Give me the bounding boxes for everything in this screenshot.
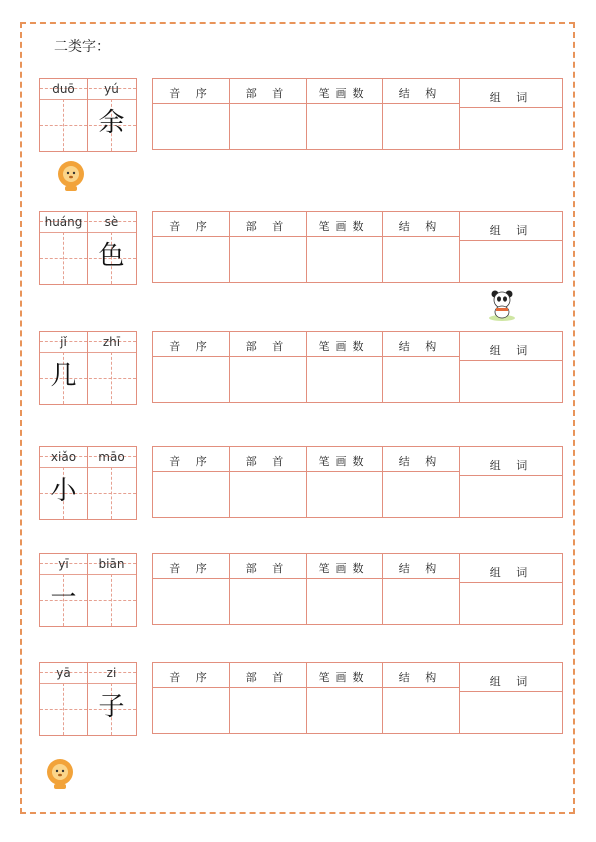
table-header: 笔画数 (318, 220, 370, 233)
table-header: 部 首 (245, 562, 290, 575)
table-header: 音 序 (169, 562, 213, 575)
table-header: 组 词 (489, 91, 534, 104)
pinyin-label: duō (52, 82, 75, 96)
pinyin-label: huáng (44, 215, 83, 229)
writing-grid (39, 211, 137, 285)
pinyin-label: yā (56, 666, 71, 680)
table-header: 组 词 (489, 459, 534, 472)
pinyin-label: xiǎo (50, 450, 77, 464)
hanzi-char: 小 (50, 476, 77, 506)
hanzi-char: 几 (50, 361, 77, 391)
pinyin-label: yú (104, 82, 119, 96)
writing-grid (39, 446, 137, 520)
info-table (152, 662, 563, 734)
table-header: 笔画数 (318, 87, 370, 100)
writing-grid (39, 331, 137, 405)
character-group (0, 331, 596, 406)
table-header: 音 序 (169, 340, 213, 353)
table-header: 组 词 (489, 344, 534, 357)
panda-icon (487, 288, 517, 322)
table-header: 笔画数 (318, 562, 370, 575)
table-header: 结 构 (398, 340, 443, 353)
pinyin-label: zi (106, 666, 117, 680)
table-header: 部 首 (245, 220, 290, 233)
info-table (152, 446, 563, 518)
writing-grid (39, 78, 137, 152)
pinyin-label: biān (98, 557, 125, 571)
table-header: 音 序 (169, 87, 213, 100)
hanzi-char: 子 (98, 692, 125, 722)
pinyin-label: jǐ (60, 335, 67, 349)
character-group (0, 78, 596, 153)
section-title: 二类字： (54, 39, 110, 55)
pinyin-label: zhī (102, 335, 121, 349)
pinyin-label: māo (98, 450, 125, 464)
table-header: 音 序 (169, 455, 213, 468)
table-header: 组 词 (489, 224, 534, 237)
table-header: 结 构 (398, 671, 443, 684)
info-table (152, 331, 563, 403)
writing-grid (39, 662, 137, 736)
pinyin-label: sè (104, 215, 119, 229)
table-header: 笔画数 (318, 671, 370, 684)
character-group (0, 211, 596, 286)
character-group (0, 662, 596, 737)
character-group (0, 553, 596, 628)
pinyin-label: yī (58, 557, 69, 571)
lion-icon (46, 758, 74, 790)
info-table (152, 211, 563, 283)
table-header: 结 构 (398, 562, 443, 575)
table-header: 部 首 (245, 455, 290, 468)
table-header: 结 构 (398, 87, 443, 100)
table-header: 音 序 (169, 220, 213, 233)
lion-icon (57, 160, 85, 192)
hanzi-char: 一 (50, 583, 77, 613)
hanzi-char: 色 (98, 241, 125, 271)
info-table (152, 553, 563, 625)
table-header: 部 首 (245, 671, 290, 684)
table-header: 笔画数 (318, 340, 370, 353)
writing-grid (39, 553, 137, 627)
table-header: 组 词 (489, 566, 534, 579)
table-header: 部 首 (245, 87, 290, 100)
info-table (152, 78, 563, 150)
table-header: 部 首 (245, 340, 290, 353)
table-header: 组 词 (489, 675, 534, 688)
table-header: 结 构 (398, 455, 443, 468)
table-header: 音 序 (169, 671, 213, 684)
table-header: 笔画数 (318, 455, 370, 468)
hanzi-char: 余 (98, 108, 125, 138)
character-group (0, 446, 596, 521)
table-header: 结 构 (398, 220, 443, 233)
